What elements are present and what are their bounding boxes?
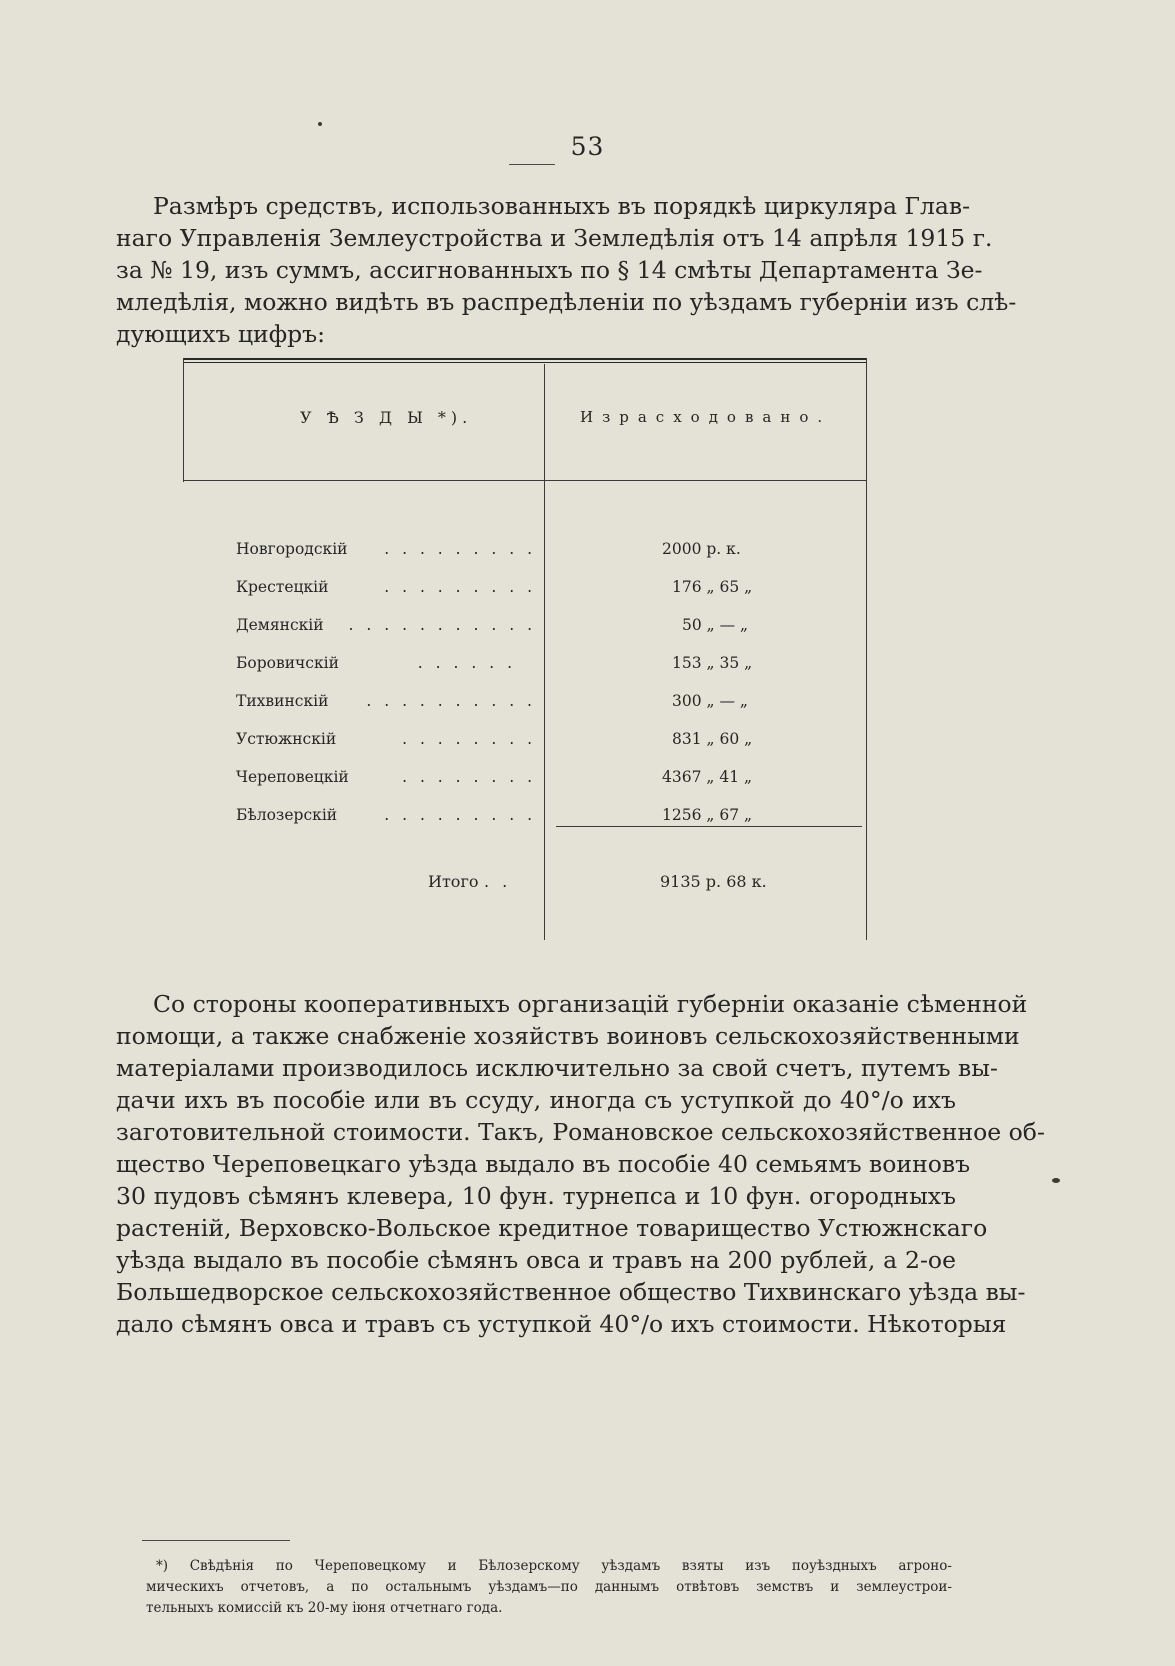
leader-dots: . . . . . .	[417, 654, 516, 672]
text-line: матеріалами производилось исключительно за свой счетъ, путемъ вы-	[116, 1054, 998, 1082]
leader-dots: . .	[484, 872, 512, 891]
table-top-rule	[183, 362, 867, 363]
column-header-districts: У Ѣ З Д Ы *).	[300, 408, 473, 427]
table-row	[236, 578, 866, 602]
text-line: щество Череповецкаго уѣзда выдало въ пособіе 40 семьямъ воиновъ	[116, 1150, 971, 1178]
text-line: Размѣръ средствъ, использованныхъ въ порядкѣ циркуляра Глав-	[153, 192, 971, 220]
district-name: Крестецкій	[236, 578, 329, 596]
district-amount: 831 „ 60 „	[672, 730, 753, 748]
district-amount: 1256 „ 67 „	[662, 806, 753, 824]
text-line: мледѣлія, можно видѣть въ распредѣленіи по уѣздамъ губерніи изъ слѣ-	[116, 288, 1017, 316]
table-row	[236, 616, 866, 640]
text-line: наго Управленія Землеустройства и Земледѣлія отъ 14 апрѣля 1915 г.	[116, 224, 993, 252]
leader-dots: . . . . . . . . . . .	[348, 616, 536, 634]
district-name: Бѣлозерскій	[236, 806, 338, 824]
text-line: уѣзда выдало въ пособіе сѣмянъ овса и травъ на 200 рублей, а 2-ое	[116, 1246, 956, 1274]
footnote-line: тельныхъ комиссій къ 20-му іюня отчетнаго года.	[146, 1600, 503, 1616]
table-header-rule	[183, 480, 867, 481]
district-amount: 2000 р. к.	[662, 540, 741, 558]
district-amount: 153 „ 35 „	[672, 654, 753, 672]
district-name: Череповецкій	[236, 768, 349, 786]
table-top-rule	[183, 358, 867, 360]
text-line: дало сѣмянъ овса и травъ съ уступкой 40°/о ихъ стоимости. Нѣкоторыя	[116, 1310, 1007, 1338]
district-amount: 176 „ 65 „	[672, 578, 753, 596]
district-amount: 4367 „ 41 „	[662, 768, 753, 786]
text-line: за № 19, изъ суммъ, ассигнованныхъ по § 14 смѣты Департамента Зе-	[116, 256, 983, 284]
district-amount: 300 „ — „	[672, 692, 748, 710]
page-number: 53	[570, 132, 605, 161]
table-row	[236, 654, 866, 678]
total-label: Итого	[428, 872, 479, 891]
leader-dots: . . . . . . . . .	[384, 578, 536, 596]
district-name: Боровичскій	[236, 654, 339, 672]
page-number-rule	[509, 164, 555, 165]
sum-rule	[556, 826, 862, 827]
column-header-spent: Израсходовано.	[580, 408, 832, 426]
leader-dots: . . . . . . . . . .	[366, 692, 536, 710]
total-amount: 9135 р. 68 к.	[660, 872, 767, 891]
table-right-border	[866, 358, 867, 940]
footnote-line: мическихъ отчетовъ, а по остальнымъ уѣздамъ—по даннымъ отвѣтовъ земствъ и землеустрои-	[146, 1579, 952, 1595]
text-line: помощи, а также снабженіе хозяйствъ воиновъ сельскохозяйственными	[116, 1022, 1020, 1050]
district-amount: 50 „ — „	[682, 616, 749, 634]
table-column-divider	[544, 364, 545, 940]
leader-dots: . . . . . . . . .	[384, 540, 536, 558]
leader-dots: . . . . . . . .	[402, 768, 536, 786]
table-row	[236, 768, 866, 792]
intro-paragraph	[116, 190, 1017, 350]
footnote-rule	[142, 1540, 290, 1541]
footnote	[146, 1556, 952, 1619]
cooperatives-paragraph	[116, 988, 1045, 1340]
table-row	[236, 730, 866, 754]
ink-speck	[318, 122, 322, 126]
district-name: Новгородскій	[236, 540, 348, 558]
footnote-line: *) Свѣдѣнія по Череповецкому и Бѣлозерскому уѣздамъ взяты изъ поуѣздныхъ агроно-	[156, 1558, 952, 1574]
text-line: Большедворское сельскохозяйственное общество Тихвинскаго уѣзда вы-	[116, 1278, 1026, 1306]
text-line: 30 пудовъ сѣмянъ клевера, 10 фун. турнепса и 10 фун. огородныхъ	[116, 1182, 956, 1210]
text-line: растеній, Верховско-Вольское кредитное товарищество Устюжнскаго	[116, 1214, 988, 1242]
text-line: заготовительной стоимости. Такъ, Романовское сельскохозяйственное об-	[116, 1118, 1045, 1146]
leader-dots: . . . . . . . . .	[384, 806, 536, 824]
district-name: Демянскій	[236, 616, 324, 634]
table-row	[236, 540, 866, 564]
text-line: Со стороны кооперативныхъ организацій губерніи оказаніе сѣменной	[153, 990, 1028, 1018]
ink-speck	[1052, 1178, 1060, 1183]
table-left-border	[183, 358, 184, 482]
district-name: Тихвинскій	[236, 692, 329, 710]
leader-dots: . . . . . . . .	[402, 730, 536, 748]
district-name: Устюжнскій	[236, 730, 337, 748]
table-row	[236, 692, 866, 716]
text-line: дачи ихъ въ пособіе или въ ссуду, иногда съ уступкой до 40°/о ихъ	[116, 1086, 956, 1114]
text-line: дующихъ цифръ:	[116, 320, 326, 348]
